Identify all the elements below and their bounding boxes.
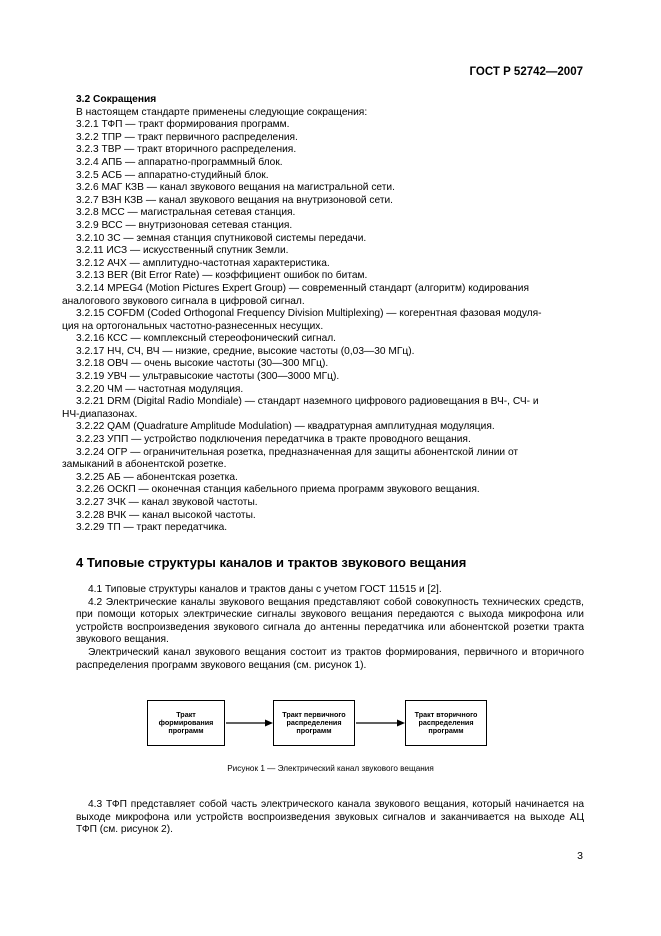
list-item: 3.2.8 МСС — магистральная сетевая станция.	[76, 207, 296, 219]
paragraph-4-2: 4.2 Электрические каналы звукового вещания представляют собой совокупность технических средств, при помощи которых электрические сигналы звукового вещания передаются с выхода микрофона или устройств воспроизведения звукового сигнала до антенны передатчика или абонентской розетки тракта звукового вещания.	[76, 596, 584, 646]
list-item: 3.2.20 ЧМ — частотная модуляция.	[76, 383, 244, 395]
list-item: 3.2.23 УПП — устройство подключения передатчика в тракте проводного вещания.	[76, 434, 471, 446]
list-item: 3.2.12 АЧХ — амплитудно-частотная характеристика.	[76, 257, 330, 269]
diagram-box-formation: Тракт формирования программ	[147, 700, 225, 746]
list-item: 3.2.2 ТПР — тракт первичного распределения.	[76, 131, 298, 143]
document-header: ГОСТ Р 52742—2007	[469, 66, 583, 78]
list-item: 3.2.25 АБ — абонентская розетка.	[76, 471, 238, 483]
list-item: 3.2.6 МАГ КЗВ — канал звукового вещания на магистральной сети.	[76, 182, 395, 194]
page-number: 3	[577, 850, 583, 862]
section-title: 3.2 Сокращения	[76, 94, 157, 105]
section-4-3-body	[76, 799, 584, 837]
list-item: 3.2.13 BER (Bit Error Rate) — коэффициент ошибок по битам.	[76, 270, 368, 282]
list-item: 3.2.7 ВЗН КЗВ — канал звукового вещания на внутризоновой сети.	[76, 194, 394, 206]
paragraph-4-3: 4.3 ТФП представляет собой часть электрического канала звукового вещания, который начинается на выходе микрофона или устройств воспроизведения звуковых сигналов и заканчивается на выходе АЦ ТФП (см. рисунок 2).	[76, 799, 584, 836]
list-item: 3.2.1 ТФП — тракт формирования программ.	[76, 119, 290, 131]
list-item-continued: замыканий в абонентской розетке.	[62, 459, 227, 471]
list-item-continued: НЧ-диапазонах.	[62, 408, 138, 420]
arrow-head-icon	[265, 720, 273, 727]
section-4-body	[76, 584, 584, 672]
list-item: 3.2.22 QAM (Quadrature Amplitude Modulation) — квадратурная амплитудная модуляция.	[76, 421, 495, 433]
list-item: 3.2.24 ОГР — ограничительная розетка, предназначенная для защиты абонентской линии от	[76, 446, 519, 458]
list-item: 3.2.21 DRM (Digital Radio Mondiale) — стандарт наземного цифрового радиовещания в ВЧ-, СЧ- и	[76, 396, 539, 408]
list-item: 3.2.11 ИСЗ — искусственный спутник Земли.	[76, 245, 289, 257]
list-item: 3.2.16 КСС — комплексный стереофонический сигнал.	[76, 333, 337, 345]
arrow-head-icon	[397, 720, 405, 727]
list-item: 3.2.9 ВСС — внутризоновая сетевая станция.	[76, 219, 293, 231]
list-item: 3.2.15 COFDM (Coded Orthogonal Frequency Division Multiplexing) — когерентная фазовая модуля-	[76, 308, 542, 320]
diagram-box-secondary: Тракт вторичного распределения программ	[405, 700, 487, 746]
list-item: 3.2.4 АПБ — аппаратно-программный блок.	[76, 156, 283, 168]
list-item: 3.2.3 ТВР — тракт вторичного распределения.	[76, 144, 297, 156]
list-item: 3.2.26 ОСКП — оконечная станция кабельного приема программ звукового вещания.	[76, 484, 480, 496]
list-item: 3.2.29 ТП — тракт передатчика.	[76, 522, 228, 534]
diagram-arrows	[147, 700, 487, 748]
list-item: 3.2.27 ЗЧК — канал звуковой частоты.	[76, 497, 258, 508]
list-item: 3.2.5 АСБ — аппаратно-студийный блок.	[76, 169, 269, 181]
list-item-continued: ция на ортогональных частотно-разнесенных несущих.	[62, 320, 324, 332]
paragraph-4-1: 4.1 Типовые структуры каналов и трактов даны с учетом ГОСТ 11515 и [2].	[88, 584, 442, 595]
list-item: 3.2.10 ЗС — земная станция спутниковой системы передачи.	[76, 232, 367, 244]
list-item: 3.2.28 ВЧК — канал высокой частоты.	[76, 509, 256, 521]
abbreviations-section	[62, 94, 584, 535]
paragraph-channel: Электрический канал звукового вещания состоит из трактов формирования, первичного и вторичного распределения программ звукового вещания (см. рисунок 1).	[76, 646, 584, 671]
list-item: 3.2.18 ОВЧ — очень высокие частоты (30—300 МГц).	[76, 358, 329, 370]
list-item-continued: аналогового звукового сигнала в цифровой сигнал.	[62, 295, 305, 307]
abbrev-list-3	[76, 472, 584, 535]
diagram-box-primary: Тракт первичного распределения программ	[273, 700, 355, 746]
abbrev-list-2	[76, 333, 584, 396]
list-item: 3.2.14 MPEG4 (Motion Pictures Expert Group) — современный стандарт (алгоритм) кодирования	[76, 282, 529, 294]
figure-1-caption: Рисунок 1 — Электрический канал звукового вещания	[227, 764, 434, 773]
abbrev-list-1	[76, 119, 584, 283]
figure-1-diagram	[147, 700, 487, 748]
list-item: 3.2.19 УВЧ — ультравысокие частоты (300—3000 МГц).	[76, 371, 340, 383]
intro-text: В настоящем стандарте применены следующие сокращения:	[76, 106, 368, 118]
list-item: 3.2.17 НЧ, СЧ, ВЧ — низкие, средние, высокие частоты (0,03—30 МГц).	[76, 345, 415, 357]
section-4-title: 4 Типовые структуры каналов и трактов звукового вещания	[76, 555, 467, 570]
